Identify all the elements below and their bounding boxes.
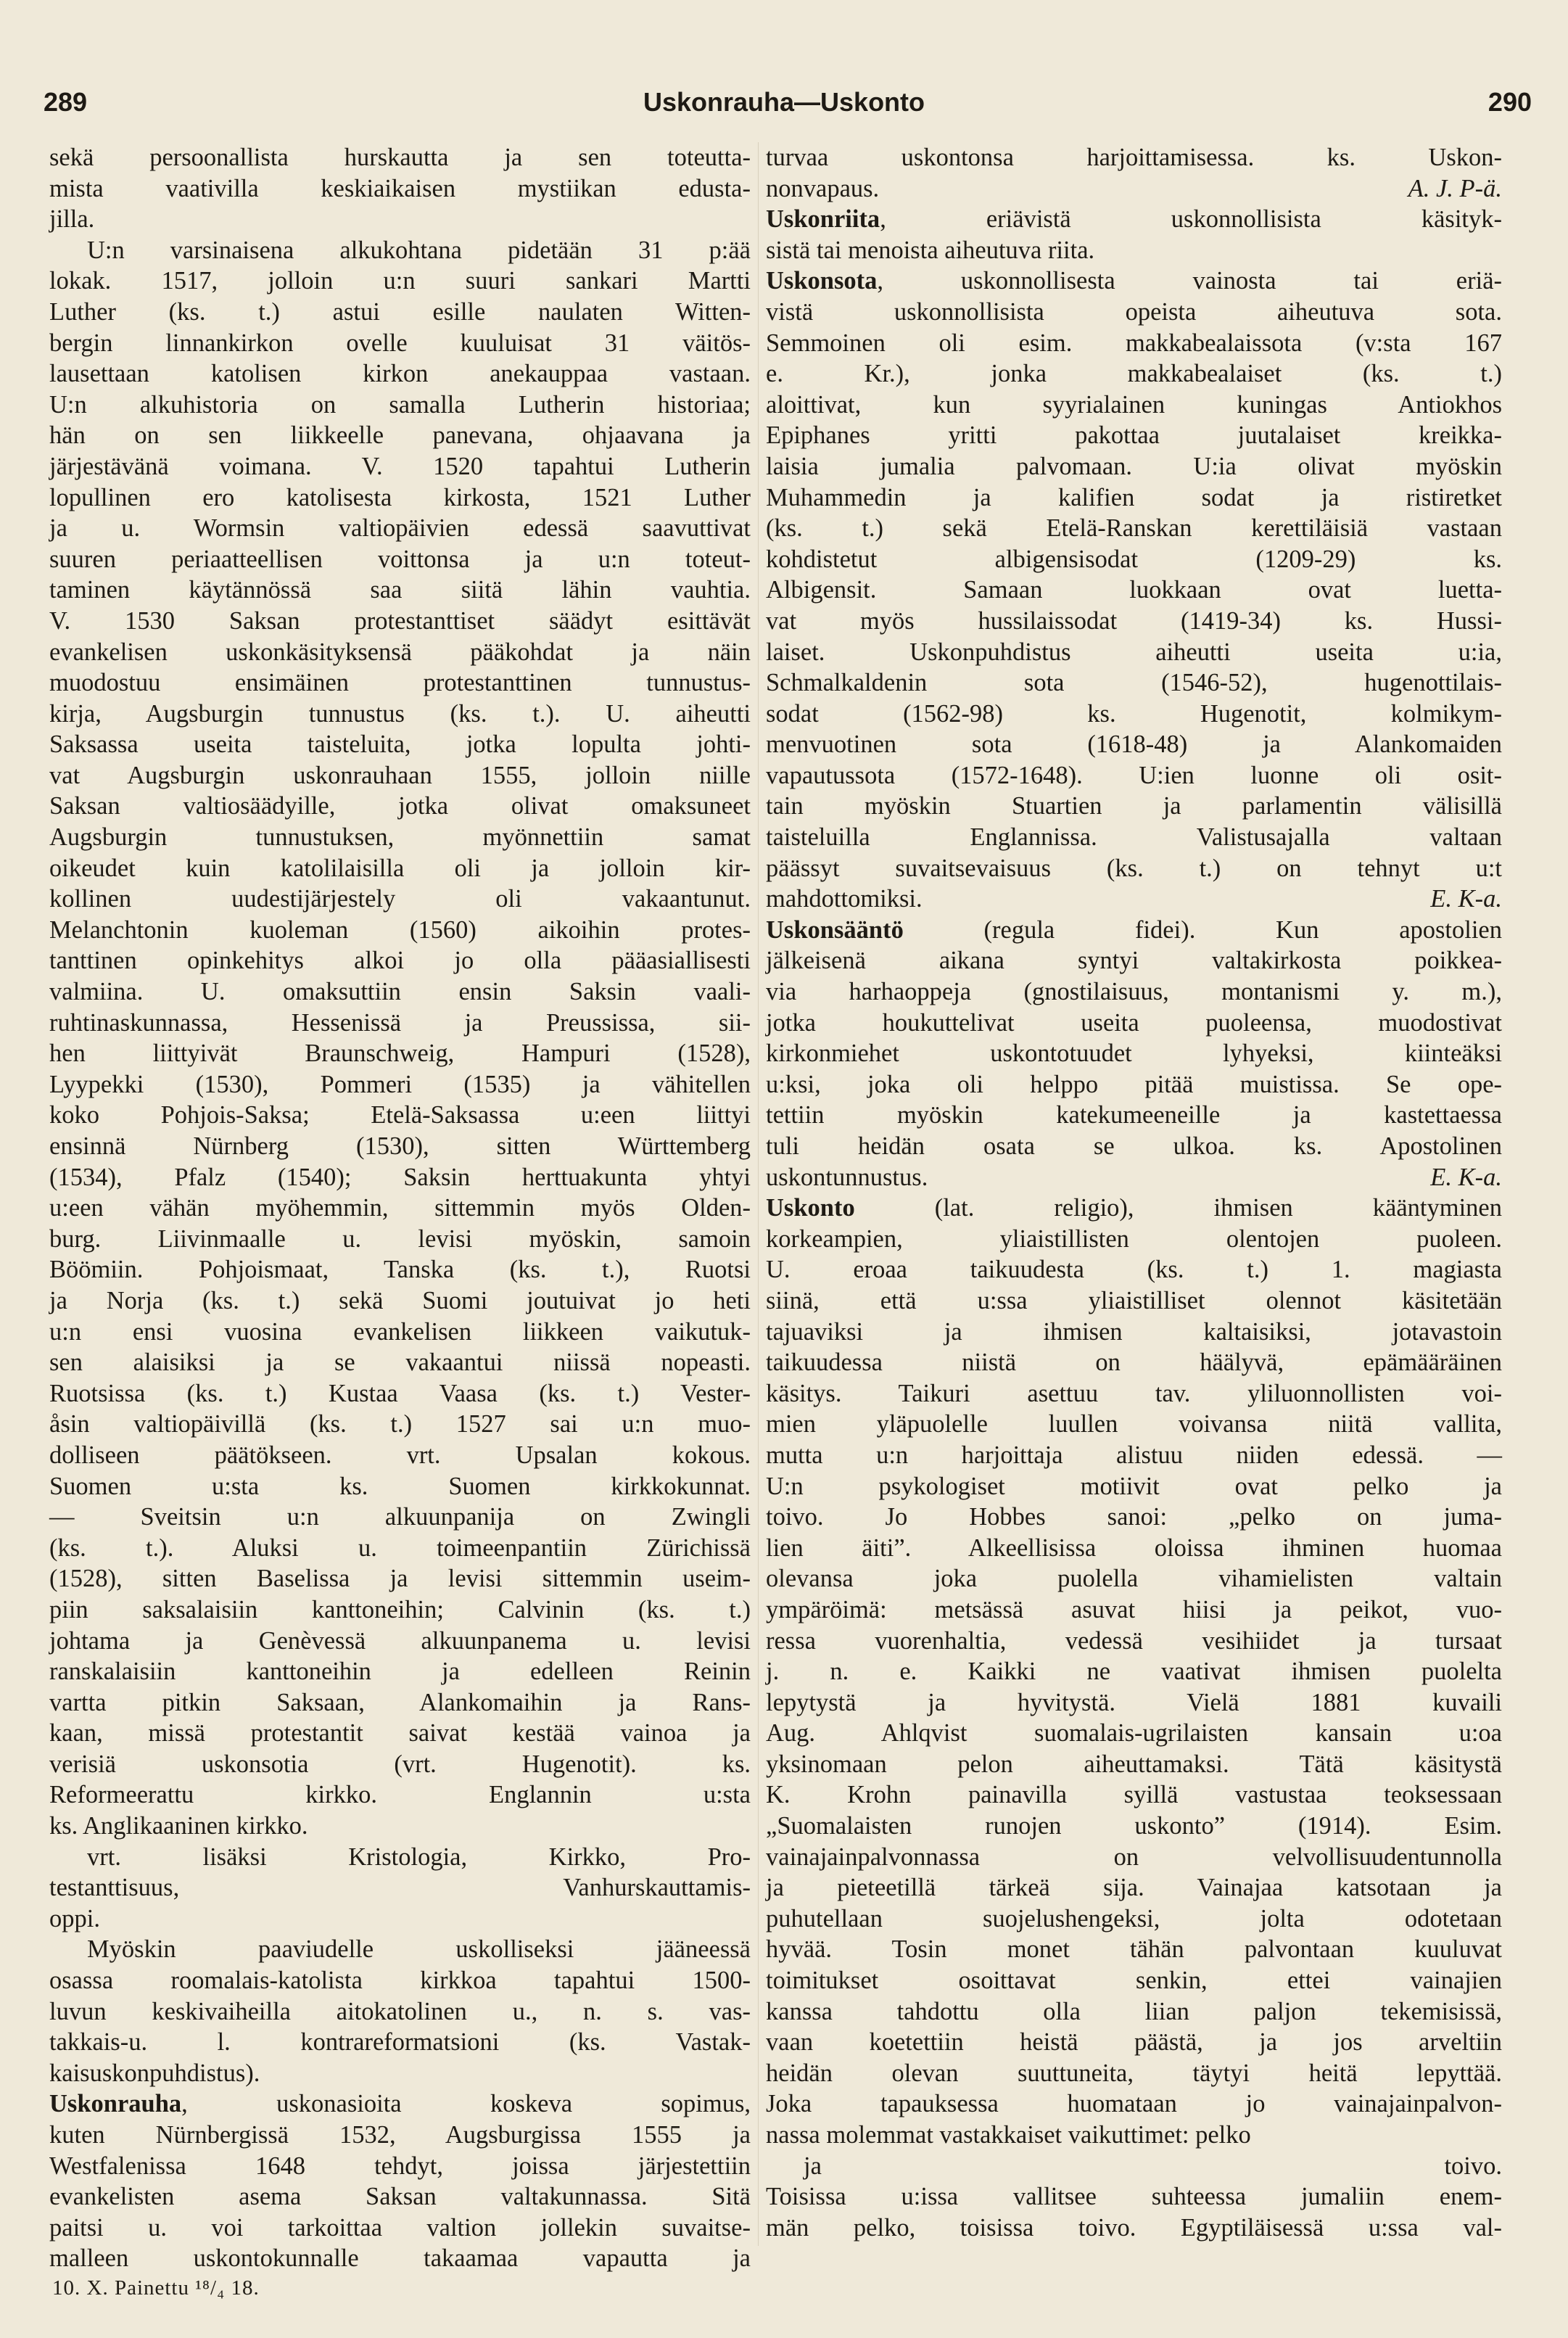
text-line: sen alaisiksi ja se vakaantui niissä nopeasti. bbox=[49, 1349, 751, 1377]
text-line: Aug. Ahlqvist suomalais-ugrilaisten kansain u:oa bbox=[766, 1719, 1502, 1748]
text-line: lepytystä ja hyvitystä. Vielä 1881 kuvaili bbox=[766, 1688, 1502, 1716]
text-line: burg. Liivinmaalle u. levisi myöskin, samoin bbox=[49, 1224, 751, 1253]
text-line: kanssa tahdottu olla liian paljon tekemisissä, bbox=[766, 1997, 1502, 2025]
text-line: luvun keskivaiheilla aitokatolinen u., n. s. vas- bbox=[49, 1997, 751, 2025]
author-signature: E. K-a. bbox=[1430, 885, 1502, 913]
text-line: vapautussota (1572-1648). U:ien luonne oli osit- bbox=[766, 761, 1502, 789]
text-line: testanttisuus, Vanhurskauttamis- bbox=[49, 1874, 751, 1902]
text-line: malleen uskontokunnalle takaamaa vapautta ja bbox=[49, 2244, 751, 2273]
text-line: laiset. Uskonpuhdistus aiheutti useita u:ia, bbox=[766, 638, 1502, 666]
text-line: nassa molemmat vastakkaiset vaikuttimet: pelko bbox=[766, 2121, 1251, 2149]
text-line: siinä, että u:ssa yliaistilliset olennot käsitetään bbox=[766, 1286, 1502, 1314]
text-line: johtama ja Genèvessä alkuunpanema u. levisi bbox=[49, 1626, 751, 1655]
text-line: tain myöskin Stuartien ja parlamentin välisillä bbox=[766, 792, 1502, 820]
text-line: järjestävänä voimana. V. 1520 tapahtui Lutherin bbox=[49, 452, 751, 480]
text-line: hän on sen liikkeelle panevana, ohjaavana ja bbox=[49, 421, 751, 450]
text-line-signed: mahdottomiksi. E. K-a. bbox=[766, 884, 1502, 915]
text-line: j. n. e. Kaikki ne vaativat ihmisen puolelta bbox=[766, 1658, 1502, 1686]
text-line: koko Pohjois-Saksa; Etelä-Saksassa u:een liittyi bbox=[49, 1101, 751, 1129]
text-line: muodostuu ensimäinen protestanttinen tunnustus- bbox=[49, 669, 751, 697]
text-line: vartta pitkin Saksaan, Alankomaihin ja Rans- bbox=[49, 1688, 751, 1716]
text-line: vrt. lisäksi Kristologia, Kirkko, Pro- bbox=[87, 1843, 751, 1871]
text-line: ressa vuorenhaltia, vedessä vesihiidet ja tursaat bbox=[766, 1626, 1502, 1655]
text-line: Ruotsissa (ks. t.) Kustaa Vaasa (ks. t.) Vester- bbox=[49, 1379, 751, 1407]
text-line: sistä tai menoista aiheutuva riita. bbox=[766, 236, 1095, 264]
entry-headword-line: Uskonsota, uskonnollisesta vainosta tai eriä- bbox=[766, 267, 1502, 295]
text-line: Augsburgin tunnustuksen, myönnettiin samat bbox=[49, 823, 751, 852]
text-line: lopullinen ero katolisesta kirkosta, 1521 Luther bbox=[49, 483, 751, 511]
text-line: Melanchtonin kuoleman (1560) aikoihin protes- bbox=[49, 915, 751, 944]
text-line: e. Kr.), jonka makkabealaiset (ks. t.) bbox=[766, 360, 1502, 388]
text-line: ja toivo. bbox=[804, 2152, 1502, 2180]
text-line: aloittivat, kun syyrialainen kuningas Antiokhos bbox=[766, 390, 1502, 419]
author-signature: E. K-a. bbox=[1430, 1163, 1502, 1191]
entry-headword-line: Uskonriita, eriävistä uskonnollisista käsityk- bbox=[766, 205, 1502, 234]
text-line: bergin linnankirkon ovelle kuuluisat 31 väitös- bbox=[49, 329, 751, 357]
text-line-signed: nonvapaus. A. J. P-ä. bbox=[766, 173, 1502, 205]
text-line: lien äiti”. Alkeellisissa oloissa ihminen huomaa bbox=[766, 1534, 1502, 1562]
text-line: osassa roomalais-katolista kirkkoa tapahtui 1500- bbox=[49, 1967, 751, 1995]
author-signature: A. J. P-ä. bbox=[1408, 174, 1502, 202]
text-line: puhutellaan suojelushengeksi, jolta odotetaan bbox=[766, 1904, 1502, 1932]
text-line: lausettaan katolisen kirkon anekauppaa vastaan. bbox=[49, 360, 751, 388]
text-line: korkeampien, yliaistillisten olentojen puoleen. bbox=[766, 1224, 1502, 1253]
text-line: sodat (1562-98) ks. Hugenotit, kolmikym- bbox=[766, 699, 1502, 728]
text-line: takkais-u. l. kontrareformatsioni (ks. Vastak- bbox=[49, 2028, 751, 2057]
text-line: åsin valtiopäivillä (ks. t.) 1527 sai u:n muo- bbox=[49, 1410, 751, 1438]
text-line: „Suomalaisten runojen uskonto” (1914). Esim. bbox=[766, 1812, 1502, 1840]
text-line: tanttinen opinkehitys alkoi jo olla pääasiallisesti bbox=[49, 947, 751, 975]
text-line: Saksan valtiosäädyille, jotka olivat omaksuneet bbox=[49, 792, 751, 820]
text-line: taikuudessa niistä on häälyvä, epämääräinen bbox=[766, 1349, 1502, 1377]
text-line: Saksassa useita taisteluita, jotka lopulta johti- bbox=[49, 730, 751, 759]
text-line: kollinen uudestijärjestely oli vakaantunut. bbox=[49, 885, 751, 913]
text-line: oikeudet kuin katolilaisilla oli ja jolloin kir- bbox=[49, 854, 751, 882]
text-line: ruhtinaskunnassa, Hessenissä ja Preussissa, sii- bbox=[49, 1008, 751, 1037]
text-line: Epiphanes yritti pakottaa juutalaiset kreikka- bbox=[766, 421, 1502, 450]
text-line: toimitukset osoittavat senkin, ettei vainajien bbox=[766, 1967, 1502, 1995]
text-line: ks. Anglikaaninen kirkko. bbox=[49, 1812, 308, 1840]
text-line: Luther (ks. t.) astui esille naulaten Witten- bbox=[49, 297, 751, 326]
text-line: sekä persoonallista hurskautta ja sen toteutta- bbox=[49, 144, 751, 171]
text-line: dolliseen päätökseen. vrt. Upsalan kokous. bbox=[49, 1441, 751, 1469]
text-line: kohdistetut albigensisodat (1209-29) ks. bbox=[766, 545, 1502, 573]
text-line: män pelko, toisissa toivo. Egyptiläisessä u:ssa val- bbox=[766, 2213, 1502, 2242]
text-line: hyvää. Tosin monet tähän palvontaan kuuluvat bbox=[766, 1935, 1502, 1964]
text-line: Lyypekki (1530), Pommeri (1535) ja vähitellen bbox=[49, 1070, 751, 1098]
text-line: hen liittyivät Braunschweig, Hampuri (1528), bbox=[49, 1040, 751, 1068]
text-line: ympäröimä: metsässä asuvat hiisi ja peikot, vuo- bbox=[766, 1595, 1502, 1623]
text-line: Schmalkaldenin sota (1546-52), hugenottilais- bbox=[766, 669, 1502, 697]
text-line: olevansa joka puolella vihamielisten valtain bbox=[766, 1565, 1502, 1593]
text-line: Böömiin. Pohjoismaat, Tanska (ks. t.), Ruotsi bbox=[49, 1256, 751, 1284]
text-line: suuren periaatteellisen voittonsa ja u:n toteut- bbox=[49, 545, 751, 573]
text-line: ja pieteetillä tärkeä sija. Vainajaa katsotaan ja bbox=[766, 1874, 1502, 1902]
text-line: kirkonmiehet uskontotuudet lyhyeksi, kiinteäksi bbox=[766, 1040, 1502, 1068]
text-line: ranskalaisiin kanttoneihin ja edelleen Reinin bbox=[49, 1658, 751, 1686]
text-line: vistä uskonnollisista opeista aiheutuva sota. bbox=[766, 297, 1502, 326]
text-line: V. 1530 Saksan protestanttiset säädyt esittävät bbox=[49, 606, 751, 635]
column-divider bbox=[758, 142, 759, 2246]
text-line: ja u. Wormsin valtiopäivien edessä saavuttivat bbox=[49, 514, 751, 543]
text-line: u:een vähän myöhemmin, sittemmin myös Olden- bbox=[49, 1194, 751, 1222]
text-line: lokak. 1517, jolloin u:n suuri sankari Martti bbox=[49, 267, 751, 295]
left-column bbox=[49, 142, 751, 2274]
text-line: kaan, missä protestantit saivat kestää vainoa ja bbox=[49, 1719, 751, 1748]
text-line: kaisuskonpuhdistus). bbox=[49, 2059, 260, 2087]
text-line: piin saksalaisiin kanttoneihin; Calvinin (ks. t.) bbox=[49, 1595, 751, 1623]
text-line: mista vaativilla keskiaikaisen mystiikan edusta- bbox=[49, 174, 751, 202]
text-line: U:n varsinaisena alkukohtana pidetään 31 p:ää bbox=[87, 236, 751, 264]
text-line: ensinnä Nürnberg (1530), sitten Württemberg bbox=[49, 1132, 751, 1160]
text-line: Albigensit. Samaan luokkaan ovat luetta- bbox=[766, 576, 1502, 604]
text-line: jilla. bbox=[49, 205, 95, 234]
text-line: laisia jumalia palvomaan. U:ia olivat myöskin bbox=[766, 452, 1502, 480]
text-line: oppi. bbox=[49, 1904, 100, 1932]
text-line: evankelisen uskonkäsityksensä pääkohdat ja näin bbox=[49, 638, 751, 666]
text-line: Joka tapauksessa huomataan jo vainajainpalvon- bbox=[766, 2090, 1502, 2118]
text-line: taminen käytännössä saa siitä lähin vauhtia. bbox=[49, 576, 751, 604]
text-line: vaan koetettiin heistä päästä, ja jos arveltiin bbox=[766, 2028, 1502, 2057]
text-line: (1528), sitten Baselissa ja levisi sittemmin useim- bbox=[49, 1565, 751, 1593]
text-line: Westfalenissa 1648 tehdyt, joissa järjestettiin bbox=[49, 2152, 751, 2180]
text-line: turvaa uskontonsa harjoittamisessa. ks. Uskon- bbox=[766, 144, 1502, 171]
text-line: (ks. t.). Aluksi u. toimeenpantiin Zürichissä bbox=[49, 1534, 751, 1562]
text-line: jälkeisenä aikana syntyi valtakirkosta poikkea- bbox=[766, 947, 1502, 975]
text-line: paitsi u. voi tarkoittaa valtion jollekin suvaitse- bbox=[49, 2213, 751, 2242]
text-line: (ks. t.) sekä Etelä-Ranskan kerettiläisiä vastaan bbox=[766, 514, 1502, 543]
text-line: käsitys. Taikuri asettuu tav. yliluonnollisten voi- bbox=[766, 1379, 1502, 1407]
entry-headword-line: Uskonto (lat. religio), ihmisen kääntyminen bbox=[766, 1194, 1502, 1222]
right-column bbox=[766, 142, 1502, 2243]
text-line: tuli heidän osata se ulkoa. ks. Apostolinen bbox=[766, 1132, 1502, 1160]
text-line-signed: uskontunnustus. E. K-a. bbox=[766, 1162, 1502, 1193]
text-line: (1534), Pfalz (1540); Saksin herttuakunta yhtyi bbox=[49, 1163, 751, 1191]
text-line: jotka houkuttelivat useita puoleensa, muodostivat bbox=[766, 1008, 1502, 1037]
text-line: ja Norja (ks. t.) sekä Suomi joutuivat jo heti bbox=[49, 1286, 751, 1314]
text-line: U:n psykologiset motiivit ovat pelko ja bbox=[766, 1472, 1502, 1500]
text-line: via harhaoppeja (gnostilaisuus, montanismi y. m.), bbox=[766, 978, 1502, 1006]
text-line: mutta u:n harjoittaja alistuu niiden edessä. — bbox=[766, 1441, 1502, 1469]
text-line: heidän olevan suuttuneita, täytyi heitä lepyttää. bbox=[766, 2059, 1502, 2087]
text-line: tajuaviksi ja ihmisen kaltaisiksi, jotavastoin bbox=[766, 1317, 1502, 1346]
text-line: — Sveitsin u:n alkuunpanija on Zwingli bbox=[49, 1503, 751, 1531]
text-line: Toisissa u:issa vallitsee suhteessa jumaliin enem- bbox=[766, 2183, 1502, 2211]
text-line: verisiä uskonsotia (vrt. Hugenotit). ks. bbox=[49, 1750, 751, 1778]
text-line: mien yläpuolelle luullen voivansa niitä vallita, bbox=[766, 1410, 1502, 1438]
text-line: U. eroaa taikuudesta (ks. t.) 1. magiasta bbox=[766, 1256, 1502, 1284]
text-line: Semmoinen oli esim. makkabealaissota (v:sta 167 bbox=[766, 329, 1502, 357]
text-line: yksinomaan pelon aiheuttamaksi. Tätä käsitystä bbox=[766, 1750, 1502, 1778]
text-line: u:ksi, joka oli helppo pitää muistissa. Se ope- bbox=[766, 1070, 1502, 1098]
text-line: vainajainpalvonnassa on velvollisuudentunnolla bbox=[766, 1843, 1502, 1871]
text-line: evankelisten asema Saksan valtakunnassa. Sitä bbox=[49, 2183, 751, 2211]
text-line: vat Augsburgin uskonrauhaan 1555, jolloin niille bbox=[49, 761, 751, 789]
text-line: toivo. Jo Hobbes sanoi: „pelko on juma- bbox=[766, 1503, 1502, 1531]
text-line: taisteluilla Englannissa. Valistusajalla valtaan bbox=[766, 823, 1502, 852]
text-line: päässyt suvaitsevaisuus (ks. t.) on tehnyt u:t bbox=[766, 854, 1502, 882]
text-line: u:n ensi vuosina evankelisen liikkeen vaikutuk- bbox=[49, 1317, 751, 1346]
entry-headword-line: Uskonrauha, uskonasioita koskeva sopimus, bbox=[49, 2090, 751, 2118]
text-line: K. Krohn painavilla syillä vastustaa teoksessaan bbox=[766, 1781, 1502, 1809]
text-line: Reformeerattu kirkko. Englannin u:sta bbox=[49, 1781, 751, 1809]
text-line: U:n alkuhistoria on samalla Lutherin historiaa; bbox=[49, 390, 751, 419]
page-number-right: 290 bbox=[1487, 87, 1532, 117]
text-line: tettiin myöskin katekumeeneille ja kastettaessa bbox=[766, 1101, 1502, 1129]
text-line: Myöskin paaviudelle uskolliseksi jääneessä bbox=[87, 1935, 751, 1964]
text-line: menvuotinen sota (1618-48) ja Alankomaiden bbox=[766, 730, 1502, 759]
text-line: kirja, Augsburgin tunnustus (ks. t.). U. aiheutti bbox=[49, 699, 751, 728]
text-line: Suomen u:sta ks. Suomen kirkkokunnat. bbox=[49, 1472, 751, 1500]
page-number-left: 289 bbox=[44, 87, 88, 117]
text-line: valmiina. U. omaksuttiin ensin Saksin vaali- bbox=[49, 978, 751, 1006]
entry-headword-line: Uskonsääntö (regula fidei). Kun apostolien bbox=[766, 915, 1502, 944]
text-line: kuten Nürnbergissä 1532, Augsburgissa 1555 ja bbox=[49, 2121, 751, 2149]
running-header: Uskonrauha—Uskonto bbox=[643, 87, 925, 117]
text-line: Muhammedin ja kalifien sodat ja ristiretket bbox=[766, 483, 1502, 511]
print-footer: 10. X. Painettu ¹⁸/₄ 18. bbox=[52, 2276, 260, 2300]
text-line: vat myös hussilaissodat (1419-34) ks. Hussi- bbox=[766, 606, 1502, 635]
